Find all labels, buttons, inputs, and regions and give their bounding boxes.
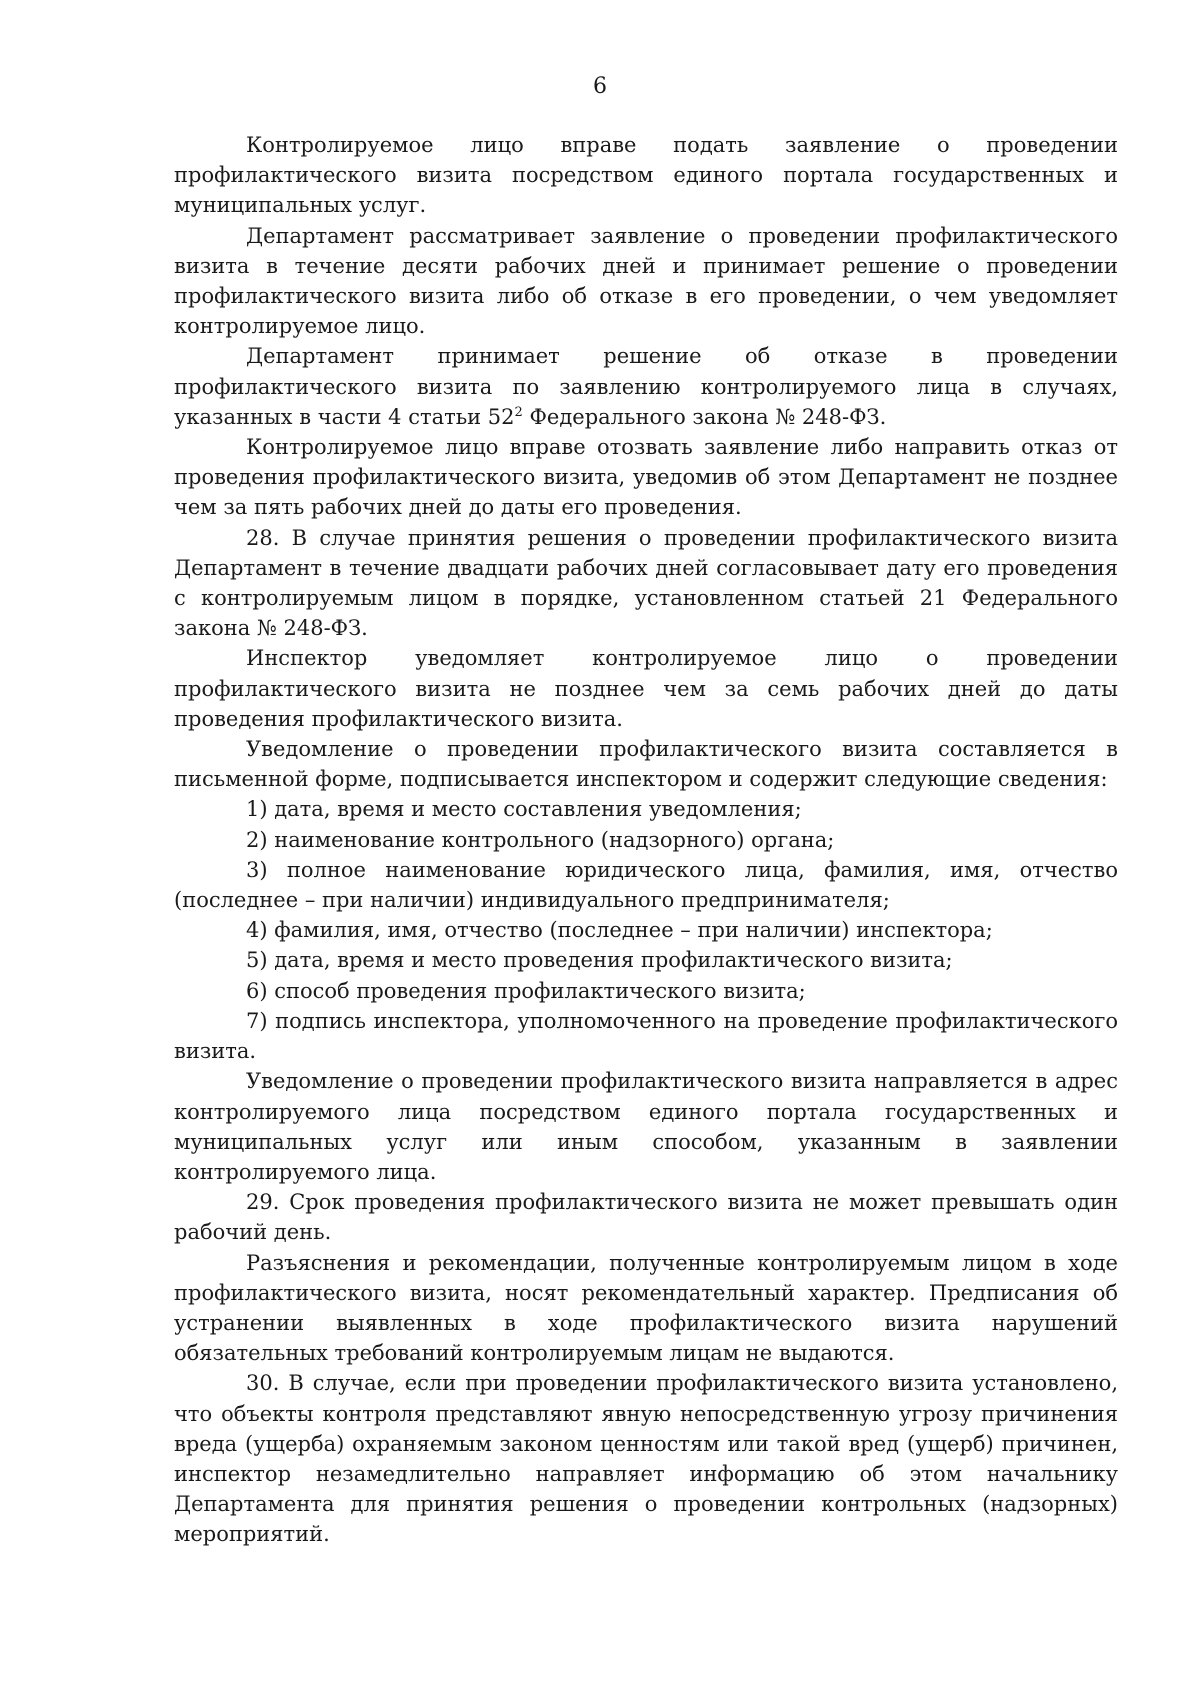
paragraph-3-text-end: Федерального закона № 248-ФЗ. <box>522 404 887 429</box>
paragraph-item-29: 29. Срок проведения профилактического визита не может превышать один рабочий день. <box>174 1190 1118 1245</box>
paragraph-2: Департамент рассматривает заявление о проведении профилактического визита в течение десяти рабочих дней и принимает решение о проведении профилактического визита либо об отказе в его проведении, о чем уведомляет контролируемое лицо. <box>174 223 1118 339</box>
list-item-5: 5) дата, время и место проведения профилактического визита; <box>246 948 953 973</box>
paragraph-17: Разъяснения и рекомендации, полученные контролируемым лицом в ходе профилактического визита, носят рекомендательный характер. Предписания об устранении выявленных в ходе профилактического визита нарушений обязательных требований контролируемым лицам не выдаются. <box>174 1250 1118 1366</box>
paragraph-3-text: Департамент принимает решение об отказе в проведении профилактического визита по заявлению контролируемого лица в случаях, указанных в части 4 статьи 52 <box>174 344 1118 429</box>
list-item-3: 3) полное наименование юридического лица, фамилия, имя, отчество (последнее – при наличии) индивидуального предпринимателя; <box>174 857 1118 913</box>
paragraph-6: Инспектор уведомляет контролируемое лицо о проведении профилактического визита не позднее чем за семь рабочих дней до даты проведения профилактического визита. <box>174 646 1118 731</box>
paragraph-4: Контролируемое лицо вправе отозвать заявление либо направить отказ от проведения профилактического визита, уведомив об этом Департамент не позднее чем за пять рабочих дней до даты его проведения. <box>174 435 1118 520</box>
list-item-7: 7) подпись инспектора, уполномоченного на проведение профилактического визита. <box>174 1008 1118 1064</box>
superscript-2: 2 <box>514 404 523 420</box>
paragraph-15: Уведомление о проведении профилактического визита направляется в адрес контролируемого лица посредством единого портала государственных и муниципальных услуг или иным способом, указанным в заявлении контролируемого лица. <box>174 1069 1118 1184</box>
list-item-4: 4) фамилия, имя, отчество (последнее – при наличии) инспектора; <box>246 918 993 943</box>
paragraph-item-28: 28. В случае принятия решения о проведении профилактического визита Департамент в течение двадцати рабочих дней согласовывает дату его проведения с контролируемым лицом в порядке, установленном статьей 21 Федерального закона № 248-ФЗ. <box>174 525 1118 641</box>
list-item-1: 1) дата, время и место составления уведомления; <box>246 797 802 822</box>
page-number: 6 <box>593 74 607 99</box>
paragraph-7: Уведомление о проведении профилактического визита составляется в письменной форме, подписывается инспектором и содержит следующие сведения: <box>174 737 1118 792</box>
paragraph-3 <box>174 341 1118 432</box>
paragraph-1: Контролируемое лицо вправе подать заявление о проведении профилактического визита посредством единого портала государственных и муниципальных услуг. <box>174 133 1118 218</box>
paragraph-item-30: 30. В случае, если при проведении профилактического визита установлено, что объекты контроля представляют явную непосредственную угрозу причинения вреда (ущерба) охраняемым законом ценностям или такой вред (ущерб) причинен, инспектор незамедлительно направляет информацию об этом начальнику Департамента для принятия решения о проведении контрольных (надзорных) мероприятий. <box>174 1371 1118 1547</box>
list-item-6: 6) способ проведения профилактического визита; <box>246 978 806 1003</box>
list-item-2: 2) наименование контрольного (надзорного) органа; <box>246 827 835 852</box>
document-body <box>174 130 1118 1550</box>
